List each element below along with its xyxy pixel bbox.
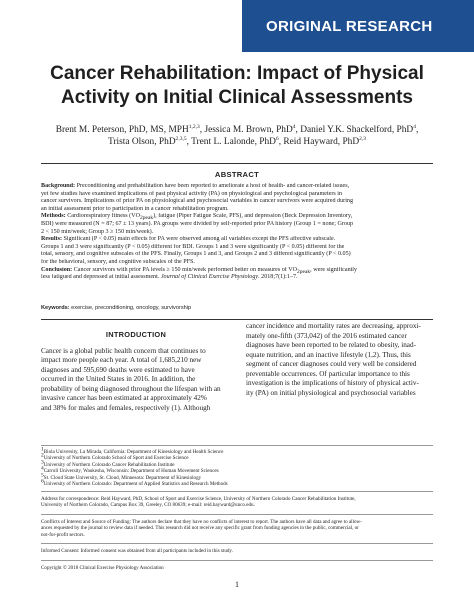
abstract-line: BDI) were measured (N = 87; 67 ± 13 years). PA groups were divided by self-reported prior PA history (Group 1 = none; Group <box>41 220 354 227</box>
footnote-divider <box>41 445 433 446</box>
abstract-line <box>41 236 433 244</box>
footnote-divider <box>41 543 433 544</box>
affiliation-text: University of Northern Colorado Cancer Rehabilitation Institute <box>43 461 175 468</box>
abstract-text: , were significantly <box>310 266 358 273</box>
author-affiliation-marker: 6 <box>275 135 279 142</box>
abstract-label: Background: <box>41 183 76 189</box>
conflicts-line: not-for-profit sectors. <box>41 531 85 538</box>
intro-right-column <box>246 322 436 398</box>
author-affiliation-marker: 1,2,3 <box>188 123 200 130</box>
consent-statement <box>41 548 433 554</box>
page-number: 1 <box>235 580 239 589</box>
abstract-line <box>41 267 433 275</box>
affiliation-number: 5 <box>41 471 44 478</box>
affiliation-number: 4 <box>41 465 44 472</box>
title-line: Cancer Rehabilitation: Impact of Physical <box>50 63 424 84</box>
abstract-label: Conclusion: <box>41 266 73 273</box>
abstract-line: an initial assessment prior to participation in a cancer rehabilitation program. <box>41 205 229 212</box>
keywords-text: exercise, preconditioning, oncology, survivorship <box>69 305 192 311</box>
author-affiliation-marker: 2,3 <box>359 135 367 142</box>
footnote-divider <box>41 560 433 561</box>
affiliation-number: 2 <box>41 452 44 459</box>
body-line: occurred in the United States in 2016. In addition, the <box>41 375 196 383</box>
abstract-text: Significant (P < 0.05) main effects for PA were observed among all variables except the PFS affective subscale. <box>62 236 336 243</box>
author-name: , Trent L. Lalonde, PhD <box>186 137 276 147</box>
author-line <box>30 124 444 136</box>
footnote-divider <box>41 514 433 515</box>
author-name: Trista Olson, PhD <box>107 137 176 147</box>
abstract-line: Groups 1 and 3 were significantly (P < 0.05) different for BDI. Groups 1 and 3 were significantly (P < 0.05) different for the <box>41 243 345 250</box>
abstract-text: ), fatigue (Piper Fatigue Scale, PFS), and depression (Beck Depression Inventory, <box>153 213 353 220</box>
body-line: impact more people each year. A total of 1,685,210 new <box>41 356 202 364</box>
copyright <box>41 565 433 571</box>
body-line: and 38% for males and females, respectively (1). Although <box>41 403 211 412</box>
body-line: ity (PA) on initial physiological and psychosocial variables <box>246 388 416 397</box>
author-name: , Daniel Y.K. Shackelford, PhD <box>295 125 414 135</box>
section-banner: ORIGINAL RESEARCH <box>242 0 474 52</box>
abstract-line <box>41 213 433 221</box>
affiliation-number: 6 <box>41 478 44 485</box>
author-affiliation-marker: 2,3,5 <box>175 135 187 142</box>
abstract-line: yet few studies have examined implications of past physical activity (PA) on physiological and psychological parameters in <box>41 190 343 197</box>
abstract-text: less fatigued and depressed at initial assessment. <box>41 274 161 281</box>
body-line: investigation is the implications of history of physical activ- <box>246 379 419 387</box>
abstract-line: 2 < 150 min/week; Group 3 ≥ 150 min/week). <box>41 228 154 235</box>
body-line: segment of cancer diagnoses could very well be considered <box>246 360 417 368</box>
body-line: preventable occurrences. Of particular importance to this <box>246 369 410 378</box>
body-line: equate nutrition, and an inactive lifestyle (1,2). Thus, this <box>246 350 411 359</box>
correspondence-line: University of Northern Colorado, Campus Box 39, Greeley, CO 80639; e-mail: reid.hayward@unco.edu. <box>41 502 255 509</box>
affiliation-text: Biola University, La Mirada, California: Department of Kinesiology and Health Science <box>43 449 224 455</box>
conflicts-line: ances requested by the journal to review data if needed. This research did not receive any specific grant from funding agencies in the public, commercial, or <box>41 525 359 532</box>
abstract-line <box>41 274 433 282</box>
consent-line: Informed Consent: Informed consent was obtained from all participants included in this study. <box>41 548 233 554</box>
affiliation-text: St. Cloud State University, St. Cloud, Minnesota: Department of Kinesiology <box>43 474 202 481</box>
author-separator: , <box>415 125 419 135</box>
author-list <box>30 124 444 148</box>
abstract-subscript: 2peak <box>297 268 311 275</box>
abstract-body <box>41 183 433 282</box>
abstract-label: Results: <box>41 236 62 243</box>
footnote-divider <box>41 491 433 492</box>
body-line: diagnoses have been reported to be related to obesity, inad- <box>246 341 416 349</box>
author-affiliation-marker: 4 <box>292 123 296 130</box>
author-name: , Jessica M. Brown, PhD <box>199 125 293 135</box>
affiliation-text: University of Northern Colorado School of Sport and Exercise Science <box>43 455 189 462</box>
title-line: Activity on Initial Clinical Assessments <box>61 87 413 108</box>
abstract-label: Methods: <box>41 213 66 220</box>
keywords-label: Keywords: <box>41 305 70 311</box>
keywords <box>41 305 433 320</box>
abstract-text: . 2018;7(1):1–7. <box>258 274 298 281</box>
body-line: probability of being diagnosed throughout the lifespan with an <box>41 384 221 393</box>
affiliations <box>41 446 433 488</box>
affiliation-text: Carroll University, Waukesha, Wisconsin: Department of Human Movement Sciences <box>43 468 219 475</box>
body-line: mately one-fifth (373,042) of the 2016 estimated cancer <box>246 331 407 340</box>
abstract-text: Cardiorespiratory fitness (VO <box>65 213 141 220</box>
copyright-line: Copyright © 2018 Clinical Exercise Physiology Association <box>41 565 164 571</box>
abstract-line: cancer survivors. Implications of prior PA on physiological and psychosocial variables in cancer survivors were acquired during <box>41 198 353 205</box>
correspondence <box>41 496 433 509</box>
intro-left-column <box>41 330 231 413</box>
abstract-subscript: 2peak <box>140 215 154 221</box>
journal-name: Journal of Clinical Exercise Physiology <box>160 274 259 281</box>
body-line: diagnoses and 595,690 deaths were estimated to have <box>41 365 195 374</box>
abstract-text: Cancer survivors with prior PA levels ≥ 150 min/week performed better on measures of VO <box>72 266 298 273</box>
conflicts-line: Conflicts of Interest and Source of Funding: The authors declare that they have no conflicts of interest to report. The authors have all data and agree to allow- <box>41 519 362 525</box>
author-name: Brent M. Peterson, PhD, MS, MPH <box>55 125 189 135</box>
conflicts-statement <box>41 519 433 538</box>
author-affiliation-marker: 4 <box>413 123 416 130</box>
body-line: invasive cancer has been estimated at approximately 42% <box>41 394 207 402</box>
correspondence-line: Address for correspondence: Reid Hayward, PhD, School of Sport and Exercise Science, University of Northern Colorado Cancer Rehabilitation Institute, <box>41 496 356 502</box>
affiliation-number: 3 <box>41 459 44 466</box>
abstract-line: total, sensory, and cognitive subscales of the PFS. Finally, Groups 1 and 3, and Groups 2 and 3 differed significantly (P < 0.05) <box>41 251 351 258</box>
affiliation-item <box>41 478 433 488</box>
author-name: , Reid Hayward, PhD <box>278 137 360 147</box>
body-line: cancer incidence and mortality rates are decreasing, approxi- <box>246 322 421 330</box>
abstract-text: Preconditioning and prehabilitation have been reported to ameliorate a host of health- and cancer-related issues, <box>75 183 350 189</box>
abstract-section <box>41 163 433 291</box>
abstract-line: for the behavioral, sensory, and cognitive subscales of the PFS. <box>41 258 195 265</box>
body-line: Cancer is a global public health concern that continues to <box>41 346 206 355</box>
abstract-heading: ABSTRACT <box>214 170 260 179</box>
affiliation-number: 1 <box>41 446 44 453</box>
article-title <box>0 62 474 110</box>
author-line <box>30 136 444 148</box>
abstract-line <box>41 183 433 191</box>
affiliation-text: University of Northern Colorado: Department of Applied Statistics and Research Methods <box>43 481 228 488</box>
introduction-heading: INTRODUCTION <box>105 330 167 339</box>
